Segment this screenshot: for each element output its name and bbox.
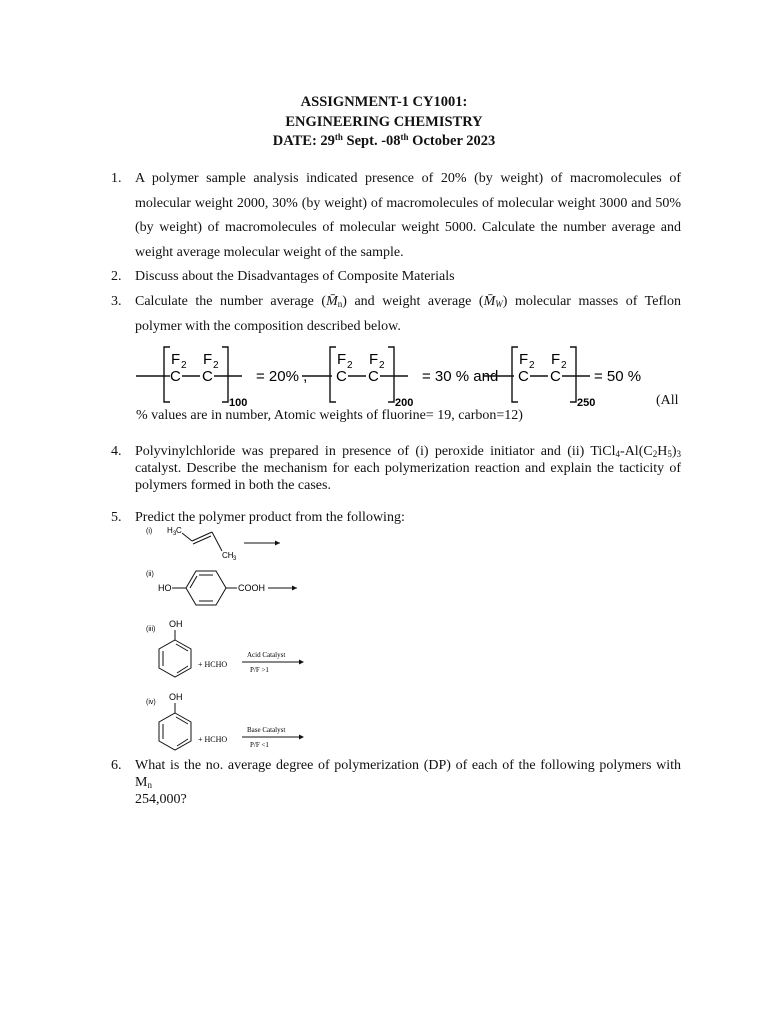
- catalyst-label: Base Catalyst: [247, 726, 286, 734]
- svg-text:2: 2: [213, 360, 219, 371]
- question-2: [111, 265, 681, 290]
- benzene-ring: [186, 571, 226, 605]
- item-label: (iv): [146, 699, 156, 706]
- svg-text:F: F: [551, 351, 561, 368]
- question-3-note: % values are in number, Atomic weights of fluorine= 19, carbon=12): [136, 408, 523, 423]
- teflon-unit-1: [136, 347, 307, 409]
- benzene-ring: [159, 713, 191, 750]
- svg-text:+ HCHO: + HCHO: [198, 660, 228, 669]
- question-text: What is the no. average degree of polymerization (DP) of each of the following polymers with $M_n$ 254,000?: [135, 758, 681, 807]
- ratio-label: P/F >1: [250, 666, 269, 674]
- reaction-ii-hydroxybenzoic-acid: [140, 567, 310, 609]
- svg-text:C: C: [202, 368, 213, 385]
- arrow-icon: [299, 660, 304, 665]
- percent-label: = 20% ,: [256, 368, 308, 385]
- benzene-ring: [159, 640, 191, 677]
- ratio-label: P/F <1: [250, 741, 269, 749]
- svg-text:C: C: [336, 368, 347, 385]
- reaction-i-butene: [140, 524, 300, 564]
- percent-label: = 30 % and: [422, 368, 499, 385]
- question-number: 6.: [111, 758, 122, 773]
- svg-text:C: C: [368, 368, 379, 385]
- mn-symbol: M̄: [326, 294, 338, 309]
- question-text: Discuss about the Disadvantages of Composite Materials: [135, 269, 455, 284]
- question-number: 5.: [111, 510, 122, 525]
- question-number: 4.: [111, 444, 122, 459]
- svg-text:3: 3: [173, 531, 177, 537]
- question-4: [111, 444, 681, 494]
- assignment-date: DATE: 29th Sept. -08th October 2023: [272, 132, 496, 149]
- catalyst-label: Acid Catalyst: [247, 651, 286, 659]
- course-title: ENGINEERING CHEMISTRY: [285, 113, 483, 130]
- item-label: (ii): [146, 571, 154, 578]
- svg-text:2: 2: [379, 360, 385, 371]
- question-number: 3.: [111, 294, 122, 309]
- repeat-count: 250: [577, 397, 596, 409]
- item-label: (i): [146, 528, 153, 535]
- svg-text:C: C: [176, 526, 182, 535]
- item-label: (iii): [146, 626, 156, 633]
- arrow-icon: [299, 735, 304, 740]
- reaction-iii-phenol-acid: [140, 617, 320, 683]
- repeat-count: 200: [395, 397, 414, 409]
- question-number: 1.: [111, 171, 122, 186]
- question-text: Polyvinylchloride was prepared in presence of (i) peroxide initiator and (ii) $TiCl_4-Al(C_2H_5)_3$ catalyst. Describe the mechanism for each polymerization reaction and explain the tacticity of polymers formed in both the cases.: [135, 444, 681, 493]
- svg-text:F: F: [519, 351, 529, 368]
- svg-text:2: 2: [181, 360, 187, 371]
- question-text: Calculate the number average $(M̄_n)$ and weight average $(M̄_W)$ molecular masses of Teflon polymer with the composition described below.: [135, 294, 681, 334]
- carbon-label: C: [170, 368, 181, 385]
- svg-text:2: 2: [529, 360, 535, 371]
- svg-text:C: C: [518, 368, 529, 385]
- svg-text:F: F: [337, 351, 347, 368]
- question-1: [111, 167, 681, 265]
- percent-label: = 50 %: [594, 368, 642, 385]
- svg-text:F: F: [203, 351, 213, 368]
- arrow-icon: [292, 586, 297, 591]
- reaction-iv-phenol-base: [140, 690, 320, 756]
- svg-text:OH: OH: [169, 619, 183, 629]
- svg-text:F: F: [369, 351, 379, 368]
- svg-text:3: 3: [233, 556, 237, 562]
- svg-text:2: 2: [347, 360, 353, 371]
- repeat-count: 100: [229, 397, 248, 409]
- teflon-unit-2: [302, 347, 498, 409]
- svg-text:H: H: [167, 526, 173, 535]
- teflon-composition-equation: [136, 340, 696, 410]
- question-3: [111, 290, 681, 339]
- svg-text:2: 2: [561, 360, 567, 371]
- svg-text:C: C: [550, 368, 561, 385]
- assignment-header: [0, 93, 768, 152]
- teflon-unit-3: [484, 347, 641, 409]
- mw-symbol: M̄: [483, 294, 496, 309]
- svg-text:CH: CH: [222, 551, 234, 560]
- svg-text:COOH: COOH: [238, 583, 265, 593]
- fluorine-label: F: [171, 351, 181, 368]
- question-number: 2.: [111, 269, 122, 284]
- note-prefix: (All: [656, 393, 679, 408]
- svg-text:OH: OH: [169, 692, 183, 702]
- question-6: [111, 758, 681, 808]
- assignment-title: ASSIGNMENT-1 CY1001:: [300, 94, 468, 110]
- question-text: A polymer sample analysis indicated presence of 20% (by weight) of macromolecules of molecular weight 2000, 30% (by weight) of macromolecules of molecular weight 3000 and 50% (by weight) of macromolecules of molecular weight 5000. Calculate the number average and weight average molecular weight of the sample.: [135, 171, 681, 260]
- svg-text:+ HCHO: + HCHO: [198, 735, 228, 744]
- question-text: Predict the polymer product from the following:: [135, 510, 405, 525]
- arrow-icon: [275, 541, 280, 546]
- svg-text:HO: HO: [158, 583, 172, 593]
